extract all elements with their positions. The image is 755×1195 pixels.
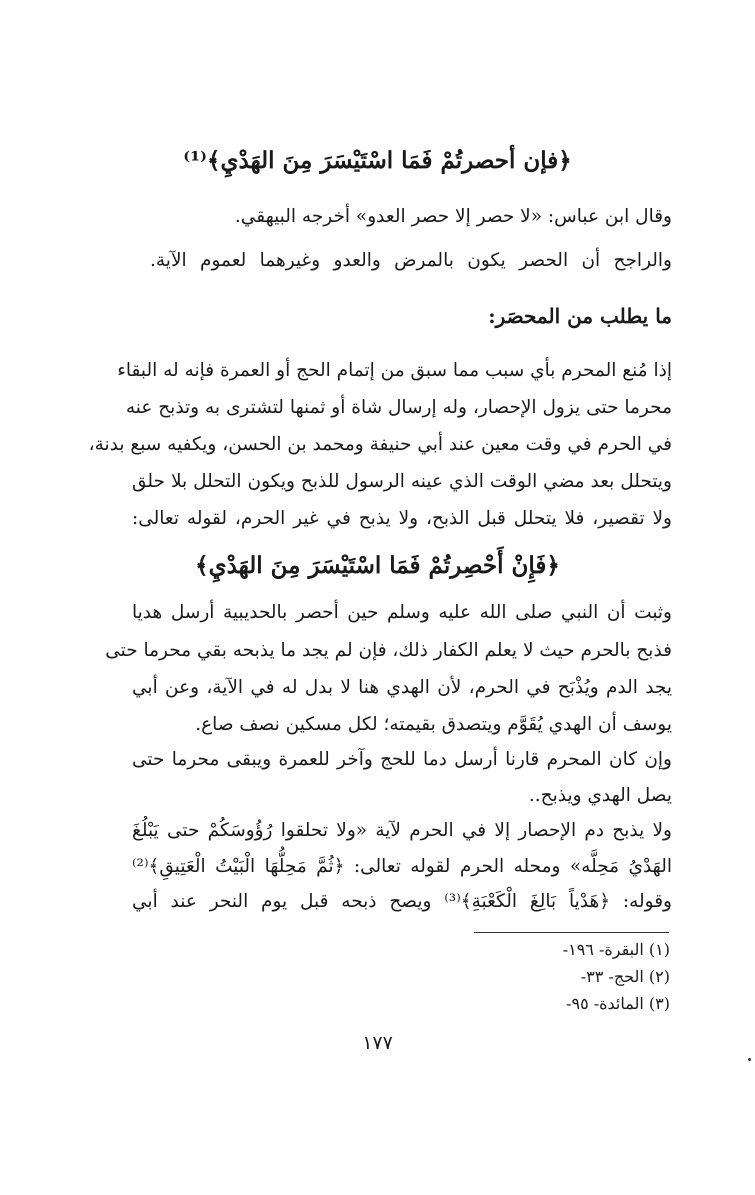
- paragraph-line: وإن كان المحرم قارنا أرسل دما للحج وآخر للعمرة ويبقى محرما حتى: [132, 749, 672, 770]
- page-number: ١٧٧: [362, 1032, 393, 1054]
- paragraph-line: والراجح أن الحصر يكون بالمرض والعدو وغيرهما لعموم الآية.: [150, 250, 672, 271]
- quran-verse-top: ﴿فإن أحصرتُمْ فَمَا اسْتَيْسَرَ مِنَ الهَدْيِ﴾⁽¹⁾: [183, 147, 572, 174]
- scan-mark: [748, 1058, 751, 1061]
- footnote: (٣) المائدة- ٩٥-: [566, 994, 670, 1013]
- paragraph-line: فذبح بالحرم حيث لا يعلم الكفار ذلك، فإن لم يجد ما يذبحه بقي محرما حتى: [105, 640, 672, 661]
- footnote-divider: [474, 932, 669, 933]
- footnote: (٢) الحج- ٣٣-: [580, 967, 670, 986]
- footnote: (١) البقرة- ١٩٦-: [562, 940, 670, 959]
- paragraph-line: محرما حتى يزول الإحصار، وله إرسال شاة أو ثمنها لتشترى به وتذبح عنه: [125, 397, 672, 418]
- section-heading: ما يطلب من المحصَر:: [488, 304, 672, 328]
- paragraph-line: وقال ابن عباس: «لا حصر إلا حصر العدو» أخرجه البيهقي.: [234, 206, 672, 227]
- paragraph-line: الهَدْيُ مَحِلَّه» ومحله الحرم لقوله تعالى: ﴿ثُمَّ مَحِلُّهَا الْبَيْتُ الْعَتِيقِ﴾⁽²⁾: [132, 856, 672, 877]
- paragraph-line: وثبت أن النبي صلى الله عليه وسلم حين أحصر بالحديبية أرسل هديا: [132, 602, 672, 623]
- quran-verse-middle: ﴿فَإِنْ أَحْصِرتُمْ فَمَا اسْتَيْسَرَ مِنَ الهَدْيِ﴾: [195, 552, 560, 579]
- paragraph-line: يجد الدم ويُذْبَح في الحرم، لأن الهدي هنا لا بدل له في الآية، وعن أبي: [132, 677, 672, 698]
- paragraph-line: إذا مُنع المحرم بأي سبب مما سبق من إتمام الحج أو العمرة فإنه له البقاء: [117, 360, 672, 381]
- paragraph-line: ولا تقصير، فلا يتحلل قبل الذبح، ولا يذبح في غير الحرم، لقوله تعالى:: [132, 508, 672, 529]
- paragraph-line: ويتحلل بعد مضي الوقت الذي عينه الرسول للذبح ويكون التحلل بلا حلق: [132, 471, 672, 492]
- paragraph-line: يصل الهدي ويذبح..: [528, 785, 672, 806]
- paragraph-line: وقوله: ﴿هَدْياً بَالِغَ الْكَعْبَةِ﴾⁽³⁾ ويصح ذبحه قبل يوم النحر عند أبي: [132, 891, 672, 912]
- paragraph-line: يوسف أن الهدي يُقَوَّم ويتصدق بقيمته؛ لكل مسكين نصف صاع.: [195, 714, 672, 735]
- paragraph-line: في الحرم في وقت معين عند أبي حنيفة ومحمد بن الحسن، ويكفيه سبع بدنة،: [88, 434, 672, 455]
- paragraph-line: ولا يذبح دم الإحصار إلا في الحرم لآية «ولا تحلقوا رُؤُوسَكُمْ حتى يَبْلُغَ: [132, 820, 672, 841]
